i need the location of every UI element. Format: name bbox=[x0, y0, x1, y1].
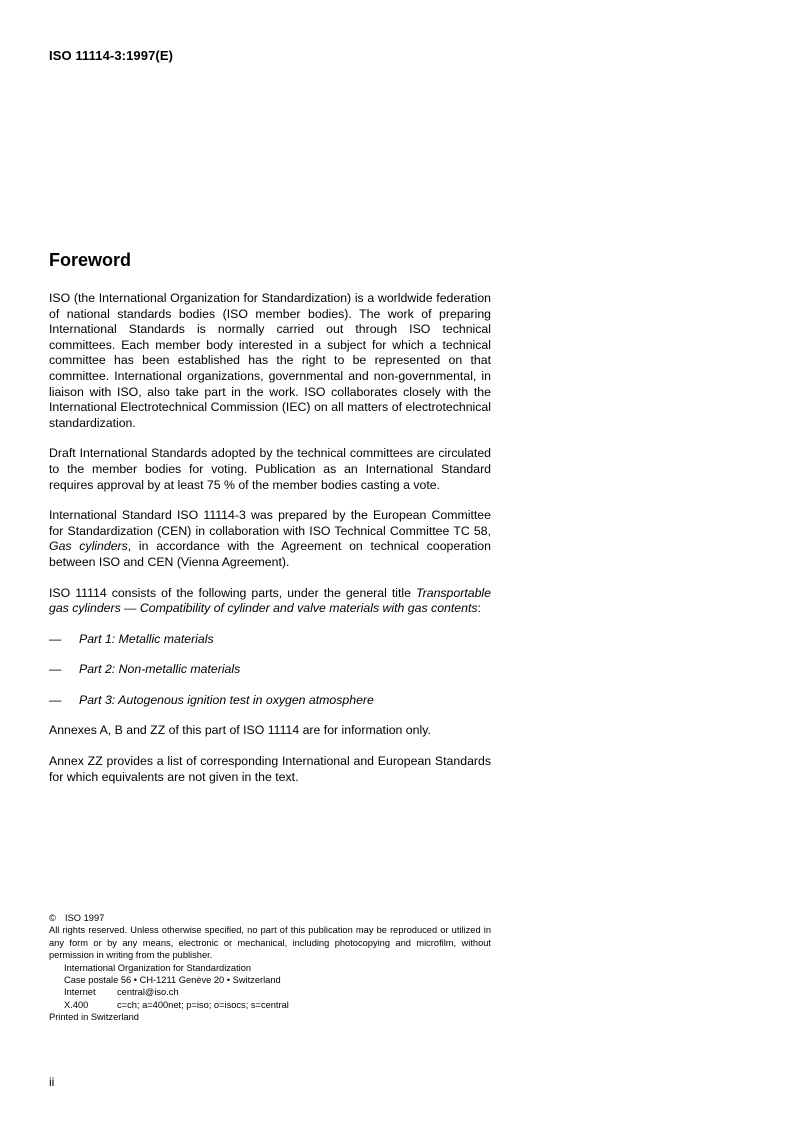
x400-value: c=ch; a=400net; p=iso; o=isocs; s=central bbox=[117, 999, 289, 1010]
page-title: Foreword bbox=[49, 250, 132, 270]
foreword-paragraph-6: Annex ZZ provides a list of corresponding International and European Standards for which equivalents are not given in the text. bbox=[49, 754, 491, 784]
publisher-name: International Organization for Standardization bbox=[64, 962, 252, 973]
paragraph-3-text-a: International Standard ISO 11114-3 was prepared by the European Committee for Standardization (CEN) in collaboration with ISO Technical Committee TC 58, bbox=[49, 508, 491, 538]
list-dash: — bbox=[49, 692, 62, 707]
list-item-text: Part 3: Autogenous ignition test in oxygen atmosphere bbox=[79, 692, 374, 707]
copyright-year: ISO 1997 bbox=[65, 913, 105, 923]
x400-row bbox=[64, 999, 491, 1011]
x400-label: X.400 bbox=[64, 999, 89, 1010]
internet-value: central@iso.ch bbox=[117, 987, 179, 998]
foreword-body bbox=[49, 291, 491, 785]
copyright-block bbox=[49, 912, 491, 1024]
list-item bbox=[49, 632, 491, 648]
foreword-paragraph-4 bbox=[49, 586, 491, 617]
internet-row bbox=[64, 986, 491, 998]
foreword-paragraph-1: ISO (the International Organization for Standardization) is a worldwide federation of national standards bodies (ISO member bodies). The work of preparing International Standards is normally carried out through ISO technical committees. Each member body interested in a subject for which a technical committee has been established has the right to be represented on that committee. International organizations, governmental and non-governmental, in liaison with ISO, also take part in the work. ISO collaborates closely with the International Electrotechnical Commission (IEC) on all matters of electrotechnical standardization. bbox=[49, 291, 491, 430]
postal-address: Case postale 56 • CH-1211 Genève 20 • Switzerland bbox=[64, 975, 281, 986]
foreword-paragraph-2: Draft International Standards adopted by the technical committees are circulated to the member bodies for voting. Publication as an International Standard requires approval by at least 75 % of the member bodies casting a vote. bbox=[49, 446, 491, 492]
paragraph-4-text-b: : bbox=[477, 601, 481, 616]
printed-in: Printed in Switzerland bbox=[49, 1012, 139, 1023]
internet-label: Internet bbox=[64, 987, 96, 998]
paragraph-4-text-a: ISO 11114 consists of the following parts, under the general title bbox=[49, 585, 417, 600]
document-id: ISO 11114-3:1997(E) bbox=[49, 48, 174, 63]
list-item bbox=[49, 693, 491, 709]
general-title: Transportable gas cylinders — Compatibility of cylinder and valve materials with gas contents bbox=[49, 585, 491, 616]
page-number: ii bbox=[49, 1075, 55, 1089]
list-dash: — bbox=[49, 631, 62, 646]
rights-notice: All rights reserved. Unless otherwise specified, no part of this publication may be reproduced or utilized in any form or by any means, electronic or mechanical, including photocopying and microfilm, without permission in writing from the publisher. bbox=[49, 925, 491, 961]
list-item-text: Part 2: Non-metallic materials bbox=[79, 662, 241, 677]
copyright-icon: © bbox=[49, 913, 56, 923]
foreword-paragraph-3 bbox=[49, 508, 491, 570]
list-dash: — bbox=[49, 662, 62, 677]
committee-name: Gas cylinders bbox=[49, 539, 128, 554]
paragraph-3-text-b: , in accordance with the Agreement on technical cooperation between ISO and CEN (Vienna Agreement). bbox=[49, 539, 491, 569]
copyright-line bbox=[49, 912, 491, 924]
publisher-address bbox=[49, 962, 491, 1012]
foreword-paragraph-5: Annexes A, B and ZZ of this part of ISO 11114 are for information only. bbox=[49, 723, 431, 738]
list-item-text: Part 1: Metallic materials bbox=[79, 631, 214, 646]
list-item bbox=[49, 662, 491, 678]
